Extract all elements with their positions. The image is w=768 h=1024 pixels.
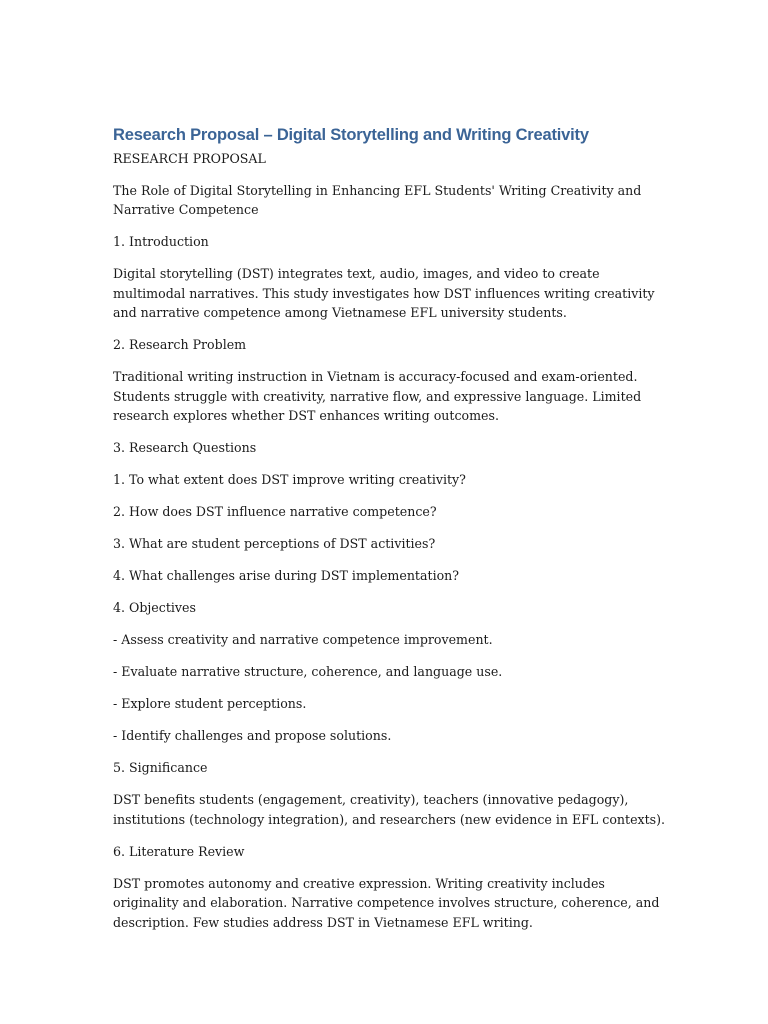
introduction-paragraph: Digital storytelling (DST) integrates text, audio, images, and video to create multimodal narratives. This study investigates how DST influences writing creativity and narrative competence among Vietnamese EFL university students.	[113, 266, 655, 320]
document-subtitle: RESEARCH PROPOSAL	[113, 151, 266, 166]
research-question-4: 4. What challenges arise during DST implementation?	[113, 568, 460, 583]
research-problem-paragraph: Traditional writing instruction in Vietnam is accuracy-focused and exam-oriented. Students struggle with creativity, narrative flow, and expressive language. Limited research explores whether DST enhances writing outcomes.	[113, 369, 642, 423]
document-page	[113, 124, 673, 945]
objective-item-1: - Assess creativity and narrative competence improvement.	[113, 632, 493, 647]
section-heading-literature-review: 6. Literature Review	[113, 843, 245, 859]
objective-item-3: - Explore student perceptions.	[113, 696, 307, 711]
research-question-1: 1. To what extent does DST improve writing creativity?	[113, 472, 466, 487]
section-heading-research-questions: 3. Research Questions	[113, 440, 257, 455]
section-heading-research-problem: 2. Research Problem	[113, 337, 247, 352]
research-question-2: 2. How does DST influence narrative competence?	[113, 504, 437, 519]
section-heading-significance: 5. Significance	[113, 760, 208, 775]
section-heading-objectives: 4. Objectives	[113, 600, 196, 615]
objective-item-2: - Evaluate narrative structure, coherence, and language use.	[113, 664, 503, 679]
objective-item-4: - Identify challenges and propose solutions.	[113, 728, 392, 743]
section-heading-introduction: 1. Introduction	[113, 234, 209, 249]
research-question-3: 3. What are student perceptions of DST activities?	[113, 536, 436, 551]
significance-paragraph: DST benefits students (engagement, creativity), teachers (innovative pedagogy), institutions (technology integration), and researchers (new evidence in EFL contexts).	[113, 792, 666, 827]
proposal-title-paragraph: The Role of Digital Storytelling in Enhancing EFL Students' Writing Creativity and Narrative Competence	[113, 182, 642, 217]
document-title: Research Proposal – Digital Storytelling and Writing Creativity	[113, 126, 589, 144]
literature-review-paragraph: DST promotes autonomy and creative expression. Writing creativity includes originality and elaboration. Narrative competence involves structure, coherence, and description. Few studies address DST in Vietnamese EFL writing.	[113, 875, 660, 930]
